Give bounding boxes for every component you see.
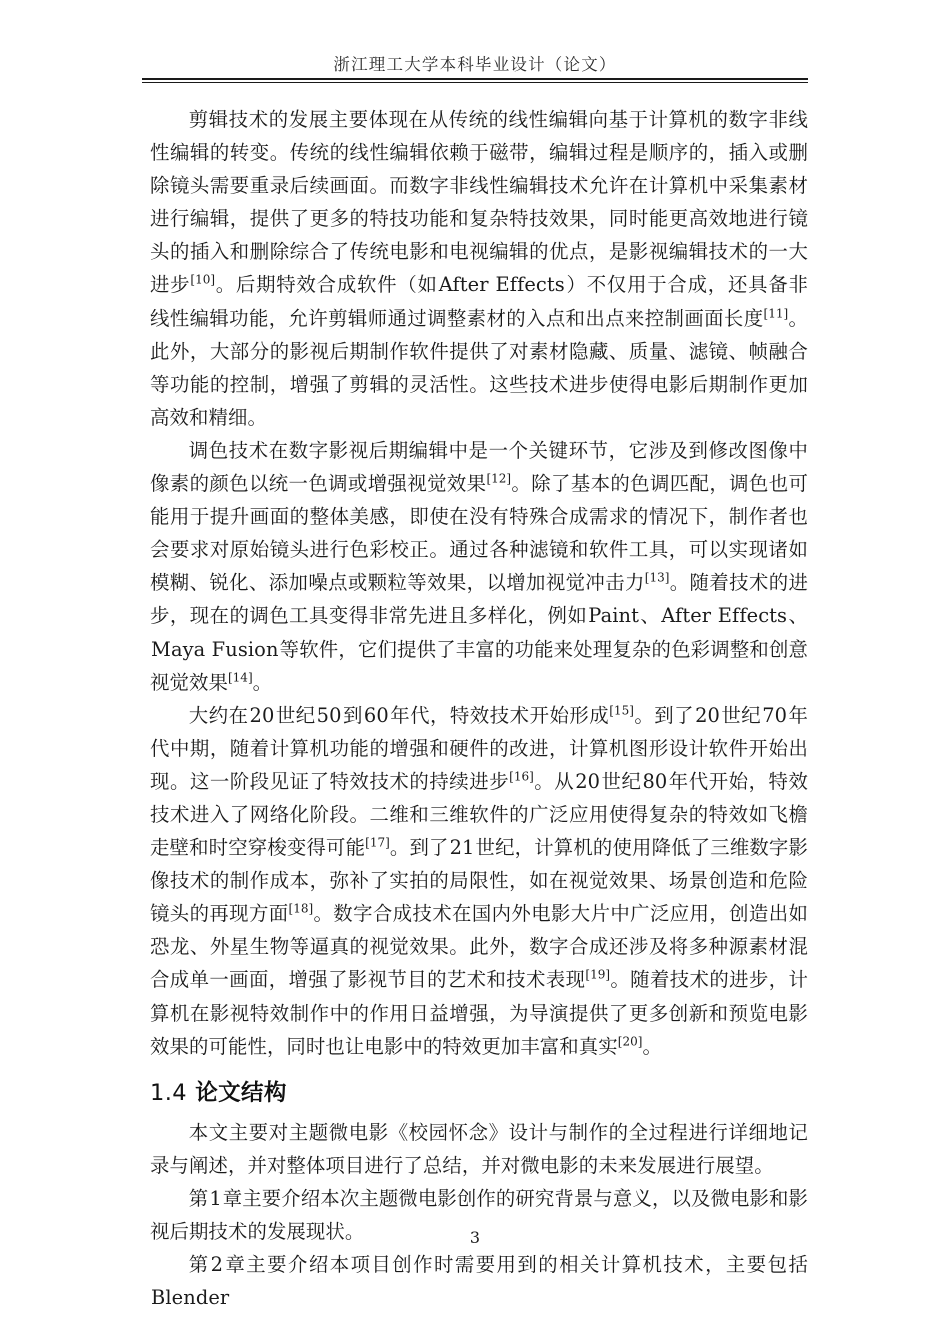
chapter-number-1: 1 <box>209 1186 222 1210</box>
decade-50: 50 <box>316 703 342 727</box>
citation-ref-19: [19] <box>585 967 611 982</box>
section-heading-1-4 <box>150 1076 808 1110</box>
paragraph-text-cont: 。后期特效合成软件（如After Effects）不仅用于合成，还具备非线性编辑功能，允许剪辑师通过调整素材的入点和出点来控制画面长度 <box>150 273 809 330</box>
citation-ref-18: [18] <box>288 901 314 916</box>
paragraph-text-cont2: 。从20世纪80年代开始，特效技术进入了网络化阶段。二维和三维软件的广泛应用使得复杂的特效如飞檐走壁和时空穿梭变得可能 <box>150 769 808 860</box>
citation-ref-14: [14] <box>227 670 253 685</box>
century-21: 21 <box>449 836 475 860</box>
software-name-after-effects-2: After Effects <box>661 604 788 628</box>
paragraph-text: 大约在20世纪50到60年代，特效技术开始形成 <box>188 703 610 727</box>
software-name-after-effects: After Effects <box>438 273 565 297</box>
paragraph-text: 第1章主要介绍本次主题微电影创作的研究背景与意义，以及微电影和影视后期技术的发展现状。 <box>150 1186 808 1243</box>
paragraph-text-cont3: 。到了21世纪，计算机的使用降低了三维数字影像技术的制作成本，弥补了实拍的局限性，如在视觉效果、场景创造和危险镜头的再现方面 <box>150 836 808 926</box>
paragraph-vfx-history <box>150 699 808 1063</box>
paragraph-text-cont2: 。此外，大部分的影视后期制作软件提供了对素材隐藏、质量、滤镜、帧融合等功能的控制，增强了剪辑的灵活性。这些技术进步使得电影后期制作更加高效和精细。 <box>150 306 808 429</box>
citation-ref-13: [13] <box>644 570 670 585</box>
citation-ref-16: [16] <box>509 769 534 784</box>
citation-ref-15: [15] <box>609 703 634 718</box>
paragraph-chapter-2 <box>150 1248 808 1314</box>
paragraph-text-cont: 。除了基本的色调匹配，调色也可能用于提升画面的整体美感，即使在没有特殊合成需求的情况下，制作者也会要求对原始镜头进行色彩校正。通过各种滤镜和软件工具，可以实现诸如模糊、锐化、添加噪点或颗粒等效果，以增加视觉冲击力 <box>150 472 808 595</box>
section-number: 1.4 <box>150 1079 187 1106</box>
year-20: 20 <box>249 703 275 727</box>
citation-ref-17: [17] <box>365 835 390 850</box>
page-footer <box>142 1228 808 1247</box>
paragraph-text-cont2: 。随着技术的进步，现在的调色工具变得非常先进且多样化，例如Paint、After Effects、Maya Fusion等软件，它们提供了丰富的功能来处理复杂的色彩调整和创意视觉效果 <box>150 571 809 694</box>
citation-ref-20: [20] <box>617 1034 643 1049</box>
paragraph-text-cont5: 。随着技术的进步，计算机在影视特效制作中的作用日益增强，为导演提供了更多创新和预览电影效果的可能性，同时也让电影中的特效更加丰富和真实 <box>150 968 809 1058</box>
paragraph-text-cont3: 。 <box>252 670 273 694</box>
paragraph-text: 调色技术在数字影视后期编辑中是一个关键环节，它涉及到修改图像中像素的颜色以统一色调或增强视觉效果 <box>150 438 808 496</box>
paragraph-text-cont4: 。数字合成技术在国内外电影大片中广泛应用，创造出如恐龙、外星生物等逼真的视觉效果。此外，数字合成还涉及将多种源素材混合成单一画面，增强了影视节目的艺术和技术表现 <box>150 902 809 992</box>
paragraph-editing-technology <box>150 103 808 434</box>
citation-ref-10: [10] <box>190 273 216 287</box>
chapter-number-2: 2 <box>210 1253 224 1277</box>
header-title: 浙江理工大学本科毕业设计（论文） <box>333 55 617 74</box>
paragraph-color-grading <box>150 434 808 699</box>
paragraph-text-cont: 。到了20世纪70年代中期，随着计算机功能的增强和硬件的改进，计算机图形设计软件开始出现。这一阶段见证了特效技术的持续进步 <box>150 703 808 793</box>
citation-ref-12: [12] <box>486 471 512 486</box>
software-name-blender: Blender <box>151 1286 230 1310</box>
section-title: 论文结构 <box>195 1079 287 1106</box>
citation-ref-11: [11] <box>763 306 789 321</box>
document-body <box>150 103 808 1314</box>
paragraph-text-cont6: 。 <box>642 1034 662 1058</box>
running-header <box>142 54 808 83</box>
paragraph-thesis-overview: 本文主要对主题微电影《校园怀念》设计与制作的全过程进行详细地记录与阐述，并对整体项目进行了总结，并对微电影的未来发展进行展望。 <box>150 1120 808 1177</box>
software-name-paint: Paint <box>588 604 640 628</box>
decade-80: 80 <box>642 769 668 793</box>
page-number: 3 <box>469 1228 481 1247</box>
paragraph-text: 剪辑技术的发展主要体现在从传统的线性编辑向基于计算机的数字非线性编辑的转变。传统的线性编辑依赖于磁带，编辑过程是顺序的，插入或删除镜头需要重录后续画面。而数字非线性编辑技术允许在计算机中采集素材进行编辑，提供了更多的特技功能和复杂特技效果，同时能更高效地进行镜头的插入和删除综合了传统电影和电视编辑的优点，是影视编辑技术的一大进步 <box>150 108 808 297</box>
header-divider-rule <box>142 78 808 83</box>
software-name-maya-fusion: Maya Fusion <box>151 637 279 661</box>
paragraph-text: 第2章主要介绍本项目创作时需要用到的相关计算机技术，主要包括Blender <box>151 1253 808 1310</box>
year-20-b: 20 <box>695 703 720 727</box>
decade-60: 60 <box>363 703 389 727</box>
year-20-c: 20 <box>575 769 601 793</box>
decade-70: 70 <box>762 703 788 727</box>
